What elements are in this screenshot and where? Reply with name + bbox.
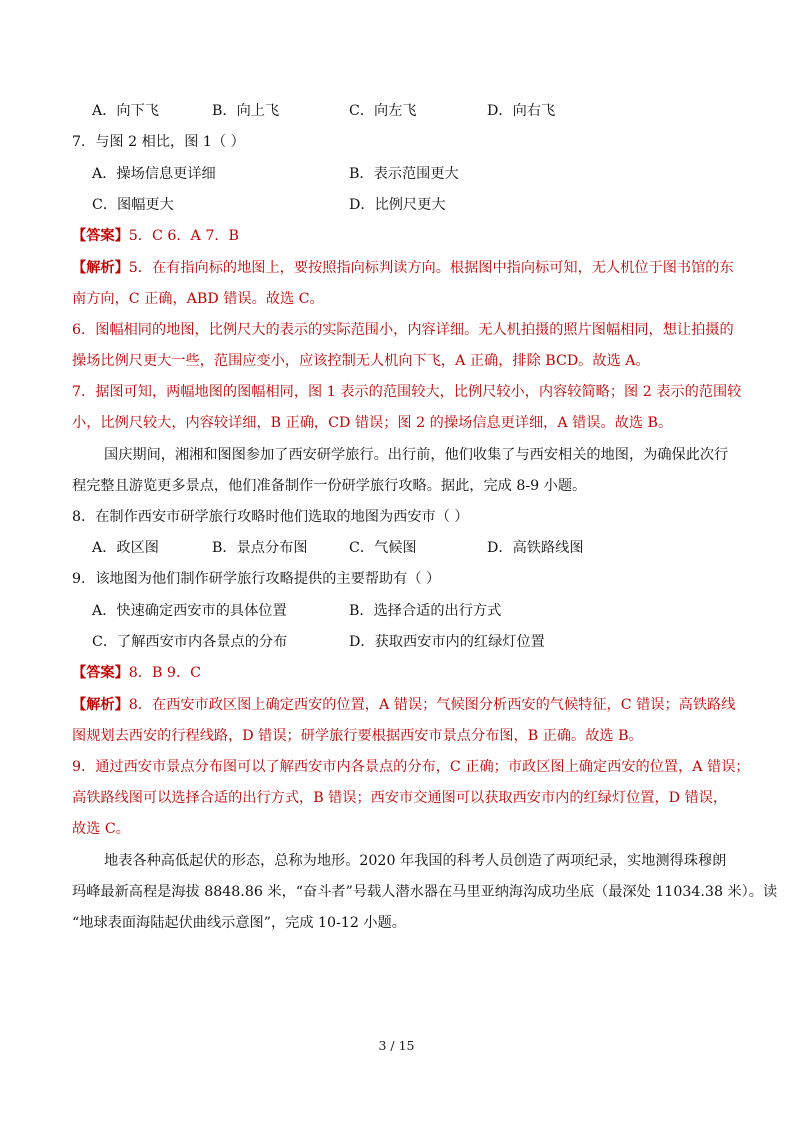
answer-text: 8．B 9．C	[128, 665, 201, 681]
passage-2-line-2: 玛峰最新高程是海拔 8848.86 米，“奋斗者”号载人潜水器在马里亚纳海沟成功坐底（最深处 11034.38 米）。读	[72, 884, 778, 900]
analysis-1-line-3: 6．图幅相同的地图，比例尺大的表示的实际范围小，内容详细。无人机拍摄的照片图幅相同，想让拍摄的	[72, 322, 734, 338]
analysis-2-line-2: 图规划去西安的行程线路，D 错误；研学旅行要根据西安市景点分布图，B 正确。故选 B。	[72, 728, 643, 744]
q6-option-a: A．向下飞	[92, 103, 159, 119]
analysis-text: 5．在有指向标的地图上，要按照指向标判读方向。根据图中指向标可知，无人机位于图书馆的东	[128, 260, 734, 276]
analysis-2-line-4: 高铁路线图可以选择合适的出行方式，B 错误；西安市交通图可以获取西安市内的红绿灯位置，D 错误，	[72, 790, 728, 806]
answer-tag: 【答案】	[72, 665, 129, 681]
q8-option-b: B．景点分布图	[212, 540, 308, 556]
q9-stem: 9．该地图为他们制作研学旅行攻略提供的主要帮助有（ ）	[72, 571, 441, 587]
analysis-tag: 【解析】	[72, 697, 129, 713]
page-number: 3 / 15	[378, 1038, 415, 1053]
q7-option-a: A．操场信息更详细	[92, 166, 216, 182]
passage-1-line-1: 国庆期间，湘湘和图图参加了西安研学旅行。出行前，他们收集了与西安相关的地图，为确保此次行	[104, 447, 729, 463]
q7-option-b: B．表示范围更大	[349, 166, 459, 182]
analysis-2-line-3: 9．通过西安市景点分布图可以了解西安市内各景点的分布，C 正确；市政区图上确定西安的位置，A 错误；	[72, 759, 750, 775]
q9-option-c: C．了解西安市内各景点的分布	[92, 634, 288, 650]
q8-option-d: D．高铁路线图	[487, 540, 584, 556]
analysis-1-line-2: 南方向，C 正确，ABD 错误。故选 C。	[72, 291, 324, 307]
passage-1-line-2: 程完整且游览更多景点，他们准备制作一份研学旅行攻略。据此，完成 8-9 小题。	[72, 478, 587, 494]
passage-2-line-1: 地表各种高低起伏的形态，总称为地形。2020 年我国的科考人员创造了两项纪录，实地测得珠穆朗	[104, 853, 727, 869]
answer-block-1	[72, 226, 239, 246]
analysis-2-line-5: 故选 C。	[72, 821, 130, 837]
q7-stem: 7．与图 2 相比，图 1（ ）	[72, 134, 245, 150]
answer-tag: 【答案】	[72, 228, 129, 244]
q9-option-b: B．选择合适的出行方式	[349, 603, 502, 619]
q6-option-d: D．向右飞	[487, 103, 556, 119]
q6-option-c: C．向左飞	[349, 103, 417, 119]
analysis-1-line-1	[72, 258, 734, 278]
passage-2-line-3: “地球表面海陆起伏曲线示意图”，完成 10-12 小题。	[72, 915, 406, 931]
analysis-1-line-5: 7．据图可知，两幅地图的图幅相同，图 1 表示的范围较大，比例尺较小，内容较简略；图 2 表示的范围较	[72, 384, 742, 400]
answer-block-2	[72, 663, 201, 683]
analysis-2-line-1	[72, 695, 735, 715]
analysis-text: 8．在西安市政区图上确定西安的位置，A 错误；气候图分析西安的气候特征，C 错误；高铁路线	[128, 697, 736, 713]
q9-option-d: D．获取西安市内的红绿灯位置	[349, 634, 545, 650]
q9-option-a: A．快速确定西安市的具体位置	[92, 603, 287, 619]
q8-stem: 8．在制作西安市研学旅行攻略时他们选取的地图为西安市（ ）	[72, 509, 469, 525]
q6-option-b: B．向上飞	[212, 103, 280, 119]
q8-option-a: A．政区图	[92, 540, 159, 556]
analysis-1-line-4: 操场比例尺更大一些，范围应变小，应该控制无人机向下飞，A 正确，排除 BCD。故选 A。	[72, 353, 650, 369]
analysis-1-line-6: 小，比例尺较大，内容较详细，B 正确，CD 错误；图 2 的操场信息更详细，A 错误。故选 B。	[72, 415, 673, 431]
q8-option-c: C．气候图	[349, 540, 417, 556]
analysis-tag: 【解析】	[72, 260, 129, 276]
q7-option-c: C．图幅更大	[92, 197, 174, 213]
q7-option-d: D．比例尺更大	[349, 197, 446, 213]
answer-text: 5．C 6．A 7．B	[128, 228, 239, 244]
